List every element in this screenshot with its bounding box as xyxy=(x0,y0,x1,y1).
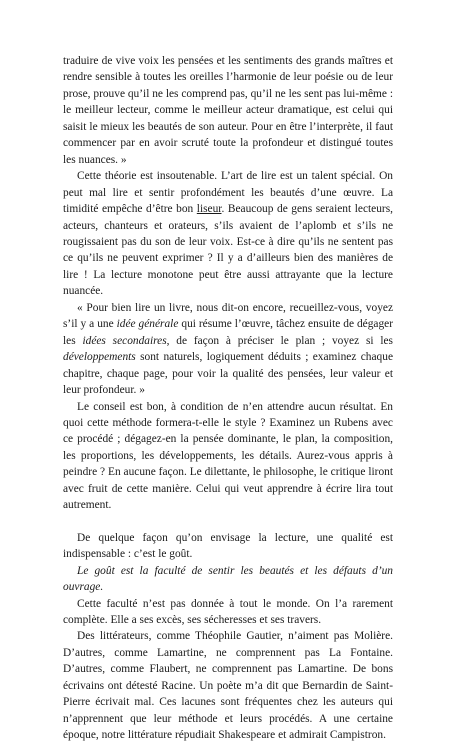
underlined-word-liseur: liseur xyxy=(196,203,222,216)
paragraph-5-text: De quelque façon qu’on envisage la lecture, une qualité est indispensable : c’est le goût. xyxy=(63,531,393,561)
paragraph-6-definition xyxy=(63,563,393,596)
definition-italic: Le goût est la faculté de sentir les beautés et les défauts d’un ouvrage. xyxy=(63,564,393,594)
paragraph-3-text-a: « Pour bien lire un livre, nous dit-on encore, recueillez-vous, voyez s’il y a une xyxy=(63,301,393,331)
paragraph-2 xyxy=(63,168,393,300)
paragraph-8 xyxy=(63,628,393,743)
paragraph-4 xyxy=(63,399,393,514)
paragraph-3-text-c: , de façon à préciser le plan ; voyez si les xyxy=(166,334,393,347)
section-break xyxy=(63,514,393,530)
paragraph-1-text: traduire de vive voix les pensées et les sentiments des grands maîtres et rendre sensible à toutes les oreilles l’harmonie de leur poésie ou de leur prose, prouve qu’il ne les comprend pas, qu’il ne les sent pas lui-même : le meilleur lecteur, comme le meilleur acteur dramatique, est celui qui saisit le mieux les beautés de son auteur. Pour en être l’interprète, il faut commencer par en avoir scruté toute la profondeur et distingué toutes les nuances. » xyxy=(63,55,393,166)
paragraph-3 xyxy=(63,300,393,399)
paragraph-7 xyxy=(63,596,393,629)
paragraph-1 xyxy=(63,53,393,168)
paragraph-3-text-d: sont naturels, logiquement déduits ; examinez chaque chapitre, chaque page, pour voir la qualité des pensées, leur valeur et leur profondeur. » xyxy=(63,351,393,397)
italic-idees-secondaires: idées secondaires xyxy=(82,334,167,347)
paragraph-2-text-a: Cette théorie est insoutenable. L’art de lire est un talent spécial. On peut mal lire et sentir profondément les beautés d’une œuvre. La timidité empêche d’être bon xyxy=(63,170,393,216)
paragraph-3-text-b: qui résume l’œuvre, tâchez ensuite de dégager les xyxy=(63,318,394,347)
paragraph-7-text: Cette faculté n’est pas donnée à tout le monde. On l’a rarement complète. Elle a ses excès, ses sécheresses et ses travers. xyxy=(63,597,393,626)
italic-developpements: développements xyxy=(63,351,136,364)
page-body xyxy=(63,53,393,744)
paragraph-2-text-b: . Beaucoup de gens seraient lecteurs, acteurs, chanteurs et orateurs, s’ils avaient de l’aplomb et s’ils ne rougissaient pas du son de leur voix. Est-ce à dire qu’ils ne sentent pas ce qu’ils ne peuvent exprimer ? Il y a d’ailleurs bien des manières de lire ! La lecture monotone peut être aussi attrayante que la lecture nuancée. xyxy=(63,203,393,298)
paragraph-4-text: Le conseil est bon, à condition de n’en attendre aucun résultat. En quoi cette méthode formera-t-elle le style ? Examinez un Rubens avec ce procédé ; dégagez-en la pensée dominante, le plan, la composition, les proportions, les développements, les détails. Aurez-vous appris à peindre ? En aucune façon. Le dilettante, le philosophe, le critique liront avec fruit de cette manière. Celui qui veut apprendre à écrire lira tout autrement. xyxy=(63,400,393,512)
paragraph-5 xyxy=(63,530,393,563)
paragraph-8-text: Des littérateurs, comme Théophile Gautier, n’aiment pas Molière. D’autres, comme Lamartine, ne comprennent pas La Fontaine. D’autres, comme Flaubert, ne comprennent pas Lamartine. De bons écrivains ont détesté Racine. Un poète m’a dit que Bernardin de Saint-Pierre écrivait mal. Ces lacunes sont fréquentes chez les auteurs qui n’apprennent que leur méthode et leurs procédés. A une certaine époque, notre littérature répudiait Shakespeare et admirait Campistron. xyxy=(63,630,393,742)
italic-idee-generale: idée générale xyxy=(116,318,179,331)
